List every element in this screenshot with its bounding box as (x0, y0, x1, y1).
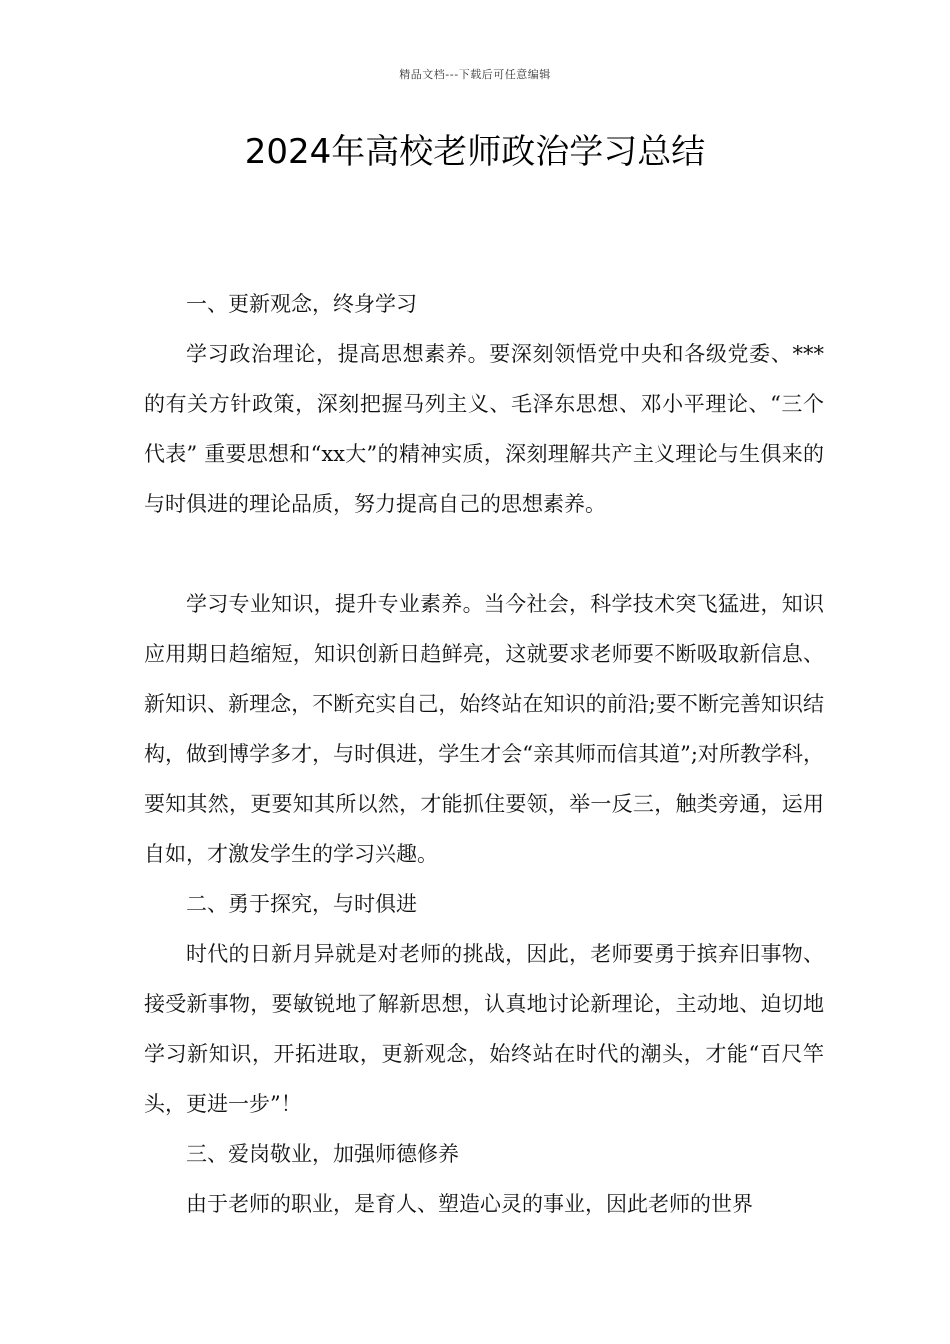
paragraph-professional-knowledge: 学习专业知识，提升专业素养。当今社会，科学技术突飞猛进，知识应用期日趋缩短，知识创新日趋鲜亮，这就要求老师要不断吸取新信息、新知识、新理念，不断充实自己，始终站在知识的前沿;要不断完善知识结构，做到博学多才，与时俱进，学生才会“亲其师而信其道”;对所教学科，要知其然，更要知其所以然，才能抓住要领，举一反三，触类旁通，运用自如，才激发学生的学习兴趣。 (144, 592, 824, 866)
document-body (144, 279, 824, 1229)
paragraph-explore: 时代的日新月异就是对老师的挑战，因此，老师要勇于摈弃旧事物、接受新事物，要敏锐地了解新思想，认真地讨论新理论，主动地、迫切地学习新知识，开拓进取，更新观念，始终站在时代的潮头，才能“百尺竿头，更进一步”！ (144, 942, 824, 1116)
paragraph-gap (144, 529, 824, 579)
paragraph-ethics: 由于老师的职业，是育人、塑造心灵的事业，因此老师的世界 (186, 1192, 753, 1216)
page-header: 精品文档---下载后可任意编辑 (399, 68, 551, 81)
paragraph-political-theory: 学习政治理论，提高思想素养。要深刻领悟党中央和各级党委、***的有关方针政策，深刻把握马列主义、毛泽东思想、邓小平理论、“三个代表” 重要思想和“xx大”的精神实质，深刻理解共产主义理论与生俱来的与时俱进的理论品质，努力提高自己的思想素养。 (144, 342, 824, 516)
section-heading-3: 三、爱岗敬业，加强师德修养 (186, 1142, 459, 1166)
section-heading-1: 一、更新观念，终身学习 (186, 292, 417, 316)
section-heading-2: 二、勇于探究，与时俱进 (186, 892, 417, 916)
document-title: 2024年高校老师政治学习总结 (244, 132, 706, 172)
